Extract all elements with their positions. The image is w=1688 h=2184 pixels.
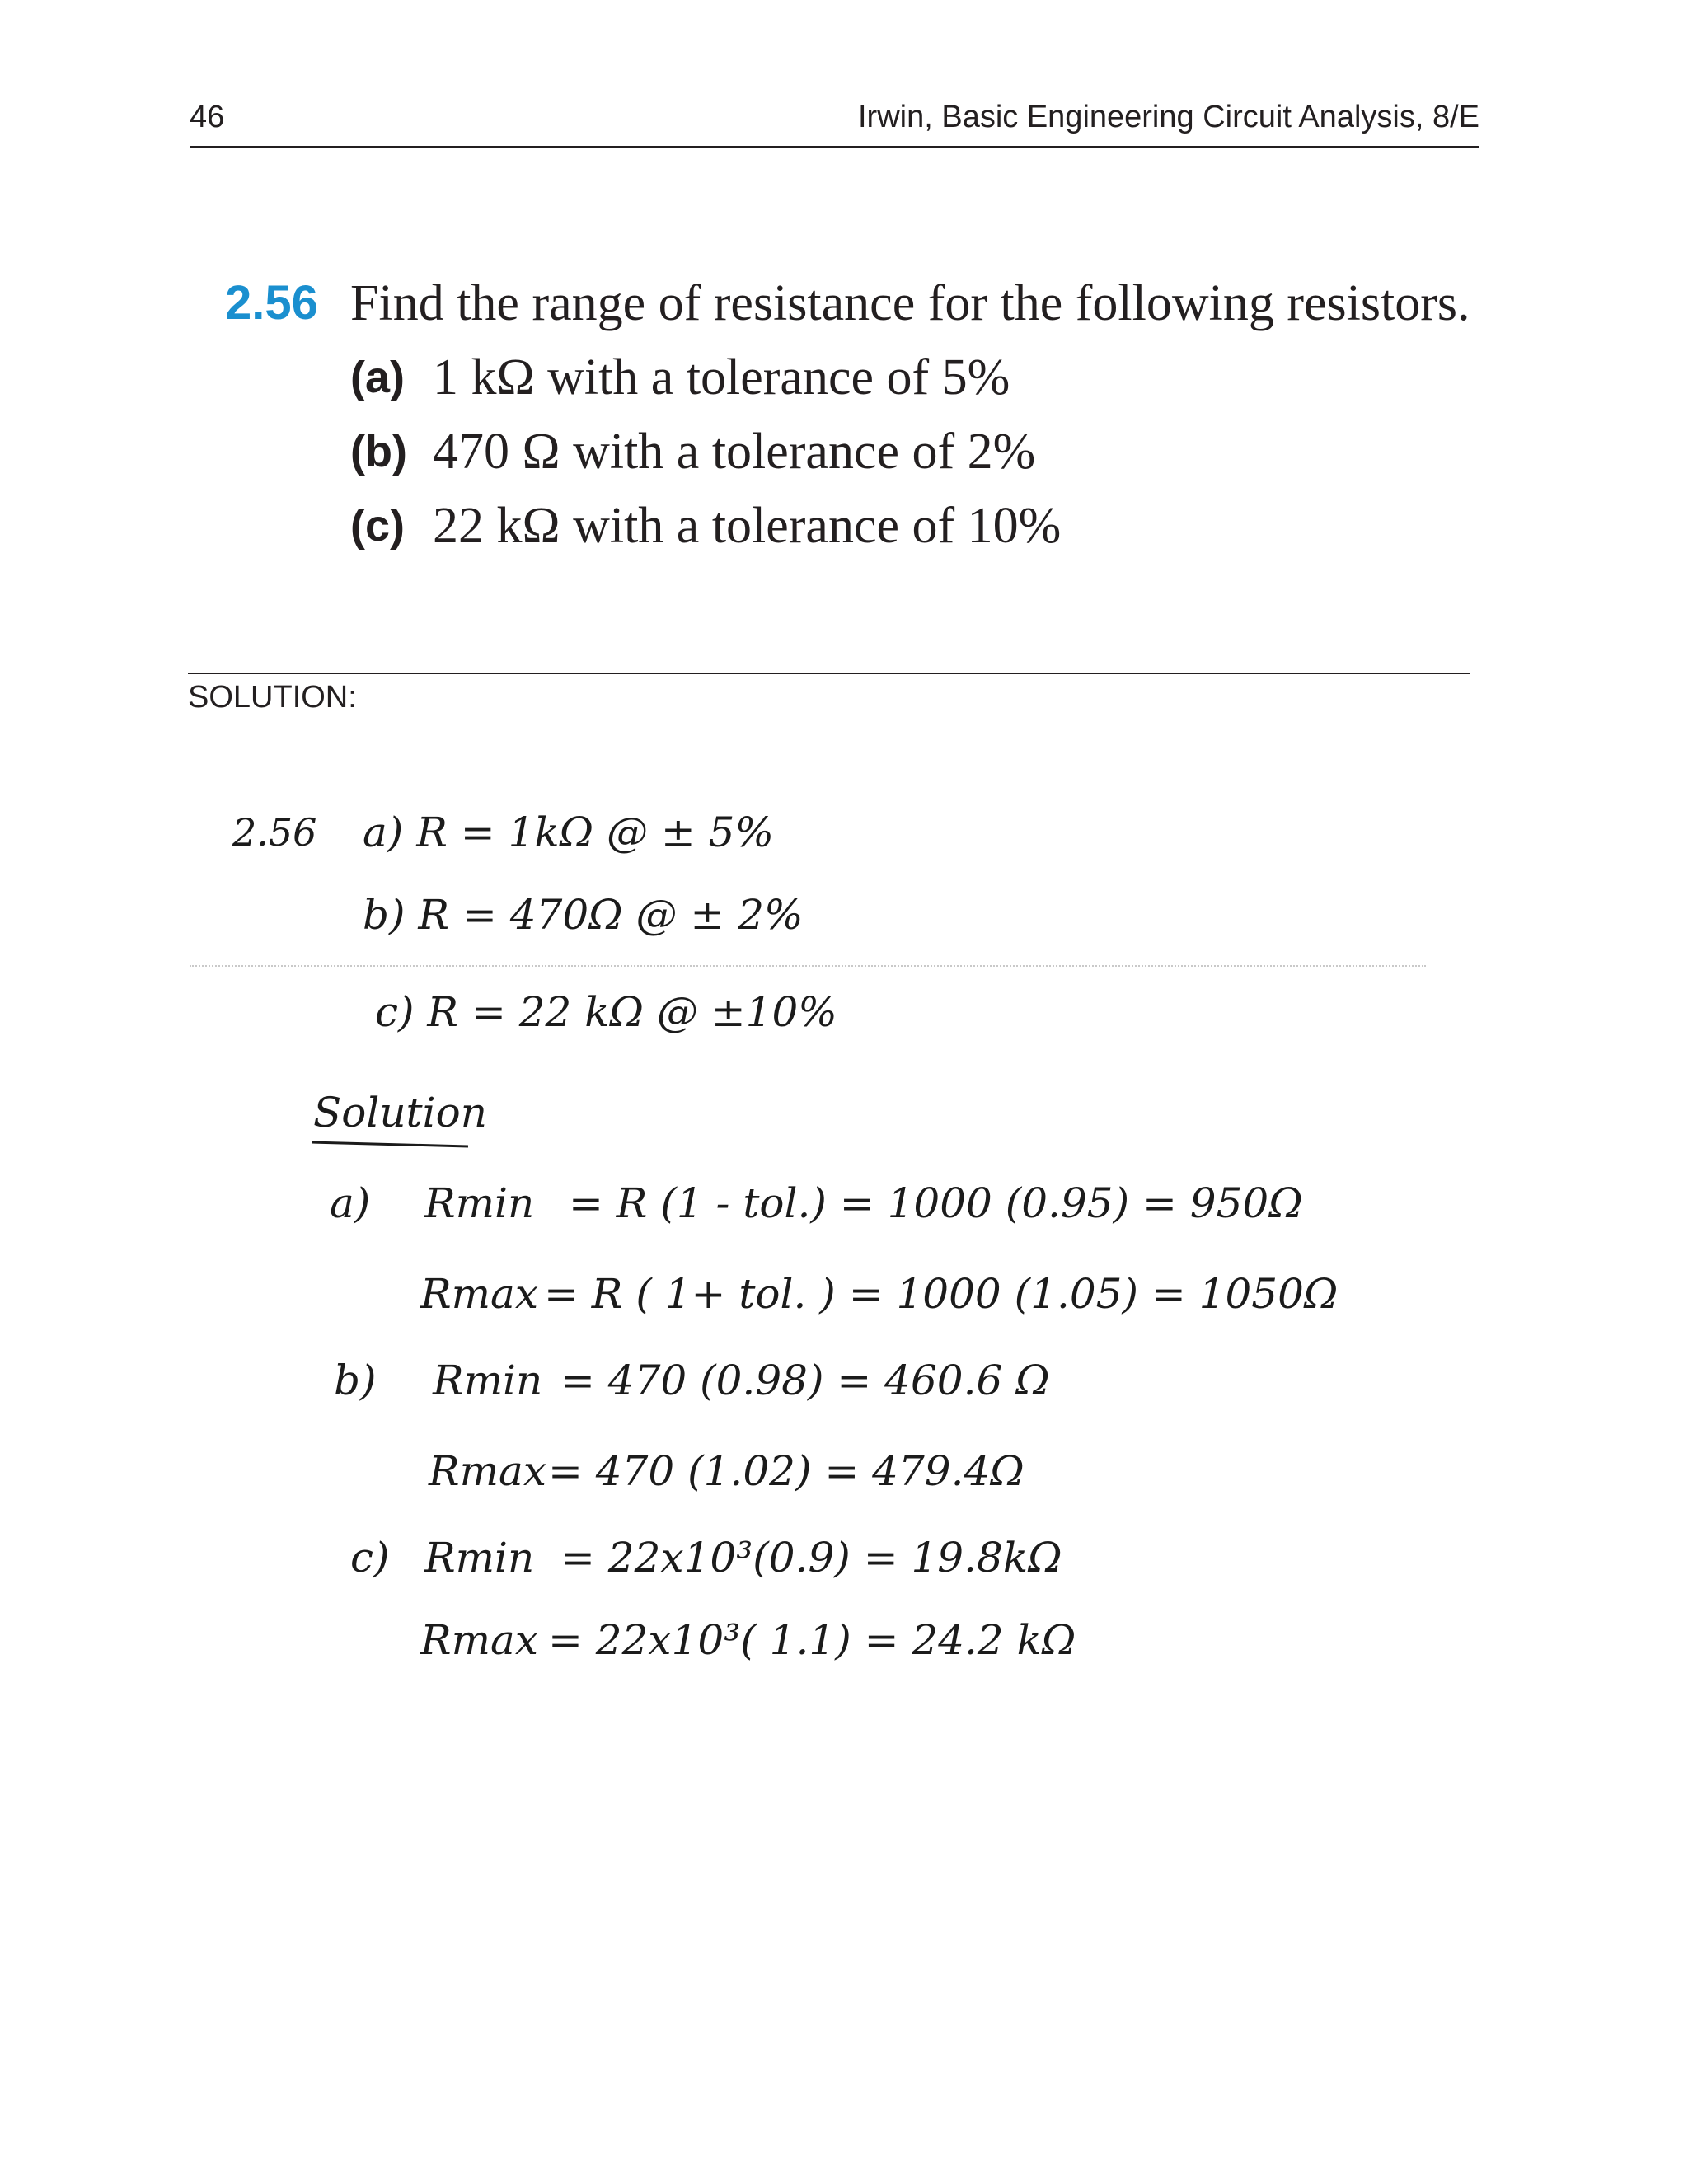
handwritten-label-a: a) (330, 1179, 371, 1227)
part-label: (c) (350, 501, 405, 551)
handwritten-rmax-a: Rmax (420, 1270, 539, 1318)
page-number: 46 (190, 100, 225, 134)
handwritten-calc-c-min: = 22x10³(0.9) = 19.8kΩ (560, 1534, 1062, 1582)
solution-label: SOLUTION: (188, 680, 357, 715)
part-label: (b) (350, 427, 407, 476)
handwritten-label-c: c) (350, 1534, 390, 1582)
handwritten-label-b: b) (334, 1357, 377, 1404)
handwritten-given-a: a) R = 1kΩ @ ± 5% (363, 808, 774, 856)
handwritten-calc-c-max: = 22x10³( 1.1) = 24.2 kΩ (548, 1616, 1076, 1664)
problem-part-a (350, 348, 1010, 407)
handwritten-rmin-a: Rmin (424, 1179, 535, 1227)
handwritten-solution-heading: Solution (313, 1089, 487, 1137)
handwritten-calc-a-min: = R (1 - tol.) = 1000 (0.95) = 950Ω (569, 1179, 1303, 1227)
part-text: 1 kΩ with a tolerance of 5% (433, 349, 1010, 405)
handwritten-rmin-b: Rmin (433, 1357, 543, 1404)
heading-underline (312, 1141, 468, 1148)
part-text: 470 Ω with a tolerance of 2% (433, 424, 1036, 480)
solution-rule (188, 673, 1470, 674)
scan-artifact-line (190, 965, 1426, 967)
handwritten-rmax-c: Rmax (420, 1616, 539, 1664)
handwritten-solution (0, 775, 1688, 1764)
running-head: Irwin, Basic Engineering Circuit Analysis, 8/E (858, 100, 1479, 134)
handwritten-calc-b-min: = 470 (0.98) = 460.6 Ω (560, 1357, 1050, 1404)
part-text: 22 kΩ with a tolerance of 10% (433, 498, 1062, 554)
header-rule (190, 146, 1479, 148)
problem-statement: Find the range of resistance for the following resistors. (350, 275, 1470, 331)
problem-part-c (350, 496, 1061, 555)
handwritten-given-c: c) R = 22 kΩ @ ±10% (375, 988, 837, 1036)
handwritten-calc-b-max: = 470 (1.02) = 479.4Ω (548, 1447, 1025, 1495)
part-label: (a) (350, 353, 405, 402)
handwritten-problem-number: 2.56 (232, 810, 317, 855)
handwritten-rmax-b: Rmax (429, 1447, 547, 1495)
problem-number: 2.56 (225, 276, 318, 330)
handwritten-calc-a-max: = R ( 1+ tol. ) = 1000 (1.05) = 1050Ω (544, 1270, 1339, 1318)
handwritten-given-b: b) R = 470Ω @ ± 2% (363, 891, 804, 939)
problem-part-b (350, 422, 1035, 481)
handwritten-rmin-c: Rmin (424, 1534, 535, 1582)
